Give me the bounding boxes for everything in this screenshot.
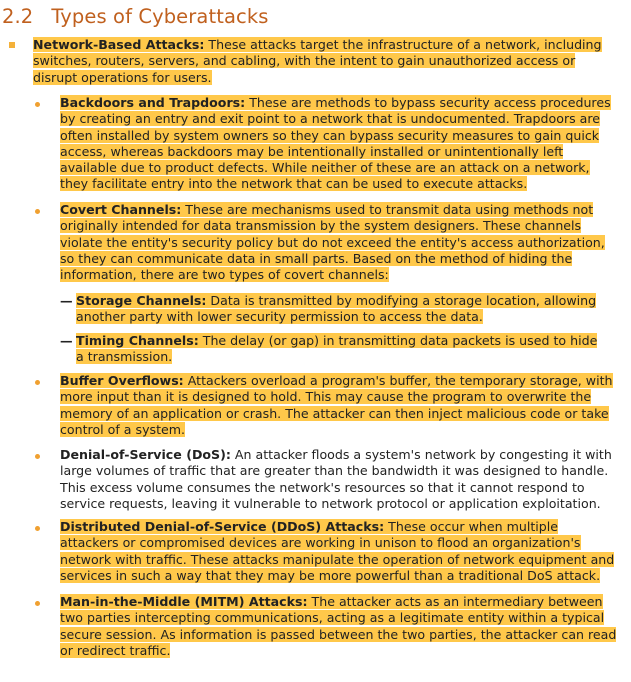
item-title: Buffer Overflows: bbox=[60, 373, 184, 388]
dot-bullet-icon bbox=[35, 454, 40, 459]
dot-bullet-icon bbox=[35, 102, 40, 107]
section-number: 2.2 bbox=[2, 5, 34, 28]
item-title: Distributed Denial-of-Service (DDoS) Attacks: bbox=[60, 519, 385, 534]
square-bullet-icon bbox=[9, 42, 15, 48]
item-title: Storage Channels: bbox=[76, 293, 207, 308]
item-title: Timing Channels: bbox=[76, 333, 199, 348]
list-item bbox=[60, 594, 620, 659]
item-text: These occur when multiple attackers or compromised devices are working in unison to flood an organization's network with traffic. These attacks manipulate the operation of network equipment and services in such a way that they may be more powerful than a traditional DoS attack. bbox=[60, 519, 615, 583]
list-item bbox=[76, 293, 606, 326]
item-title: Denial-of-Service (DoS): bbox=[60, 447, 231, 462]
section-heading bbox=[2, 5, 268, 28]
item-text: The delay (or gap) in transmitting data packets is used to hide a transmission. bbox=[76, 333, 598, 365]
item-title: Backdoors and Trapdoors: bbox=[60, 95, 246, 110]
item-text: Attackers overload a program's buffer, the temporary storage, with more input than it is designed to hold. This may cause the program to overwrite the memory of an application or crash. The attacker can then inject malicious code or take control of a system. bbox=[60, 373, 613, 437]
list-item bbox=[60, 202, 615, 283]
list-item bbox=[60, 519, 615, 584]
list-item bbox=[60, 447, 615, 512]
dash-bullet-icon: — bbox=[60, 293, 73, 308]
list-item bbox=[60, 95, 615, 193]
item-text: Data is transmitted by modifying a storage location, allowing another party with lower security permission to access the data. bbox=[76, 293, 597, 325]
item-title: Man-in-the-Middle (MITM) Attacks: bbox=[60, 594, 308, 609]
item-text: These are mechanisms used to transmit data using methods not originally intended for data transmission by the system designers. These channels violate the entity's security policy but do not exceed the entity's access authorization, so they can communicate data in small parts. Based on the method of hiding the information, there are two types of covert channels: bbox=[60, 202, 605, 283]
item-text: These attacks target the infrastructure of a network, including switches, routers, servers, and cabling, with the intent to gain unauthorized access or disrupt operations for users. bbox=[33, 37, 602, 85]
list-item bbox=[76, 333, 606, 366]
item-text: An attacker floods a system's network by congesting it with large volumes of traffic that are greater than the bandwidth it was designed to handle. This excess volume consumes the network's resources so that it cannot respond to service requests, leaving it vulnerable to network protocol or application exploitation. bbox=[60, 447, 612, 511]
item-title: Network-Based Attacks: bbox=[33, 37, 205, 52]
dot-bullet-icon bbox=[35, 380, 40, 385]
item-text: The attacker acts as an intermediary between two parties intercepting communications, acting as a legitimate entity within a typical secure session. As information is passed between the two parties, the attacker can read or redirect traffic. bbox=[60, 594, 617, 658]
item-text: These are methods to bypass security access procedures by creating an entry and exit point to a network that is undocumented. Trapdoors are often installed by system owners so they can bypass security measures to gain quick access, whereas backdoors may be intentionally installed or unintentionally left available due to product defects. While neither of these are an attack on a network, they facilitate entry into the network that can be used to execute attacks. bbox=[60, 95, 611, 192]
dash-bullet-icon: — bbox=[60, 333, 73, 348]
item-title: Covert Channels: bbox=[60, 202, 182, 217]
dot-bullet-icon bbox=[35, 601, 40, 606]
dot-bullet-icon bbox=[35, 209, 40, 214]
list-item bbox=[33, 37, 618, 86]
section-title: Types of Cyberattacks bbox=[51, 5, 269, 28]
dot-bullet-icon bbox=[35, 526, 40, 531]
list-item bbox=[60, 373, 615, 438]
